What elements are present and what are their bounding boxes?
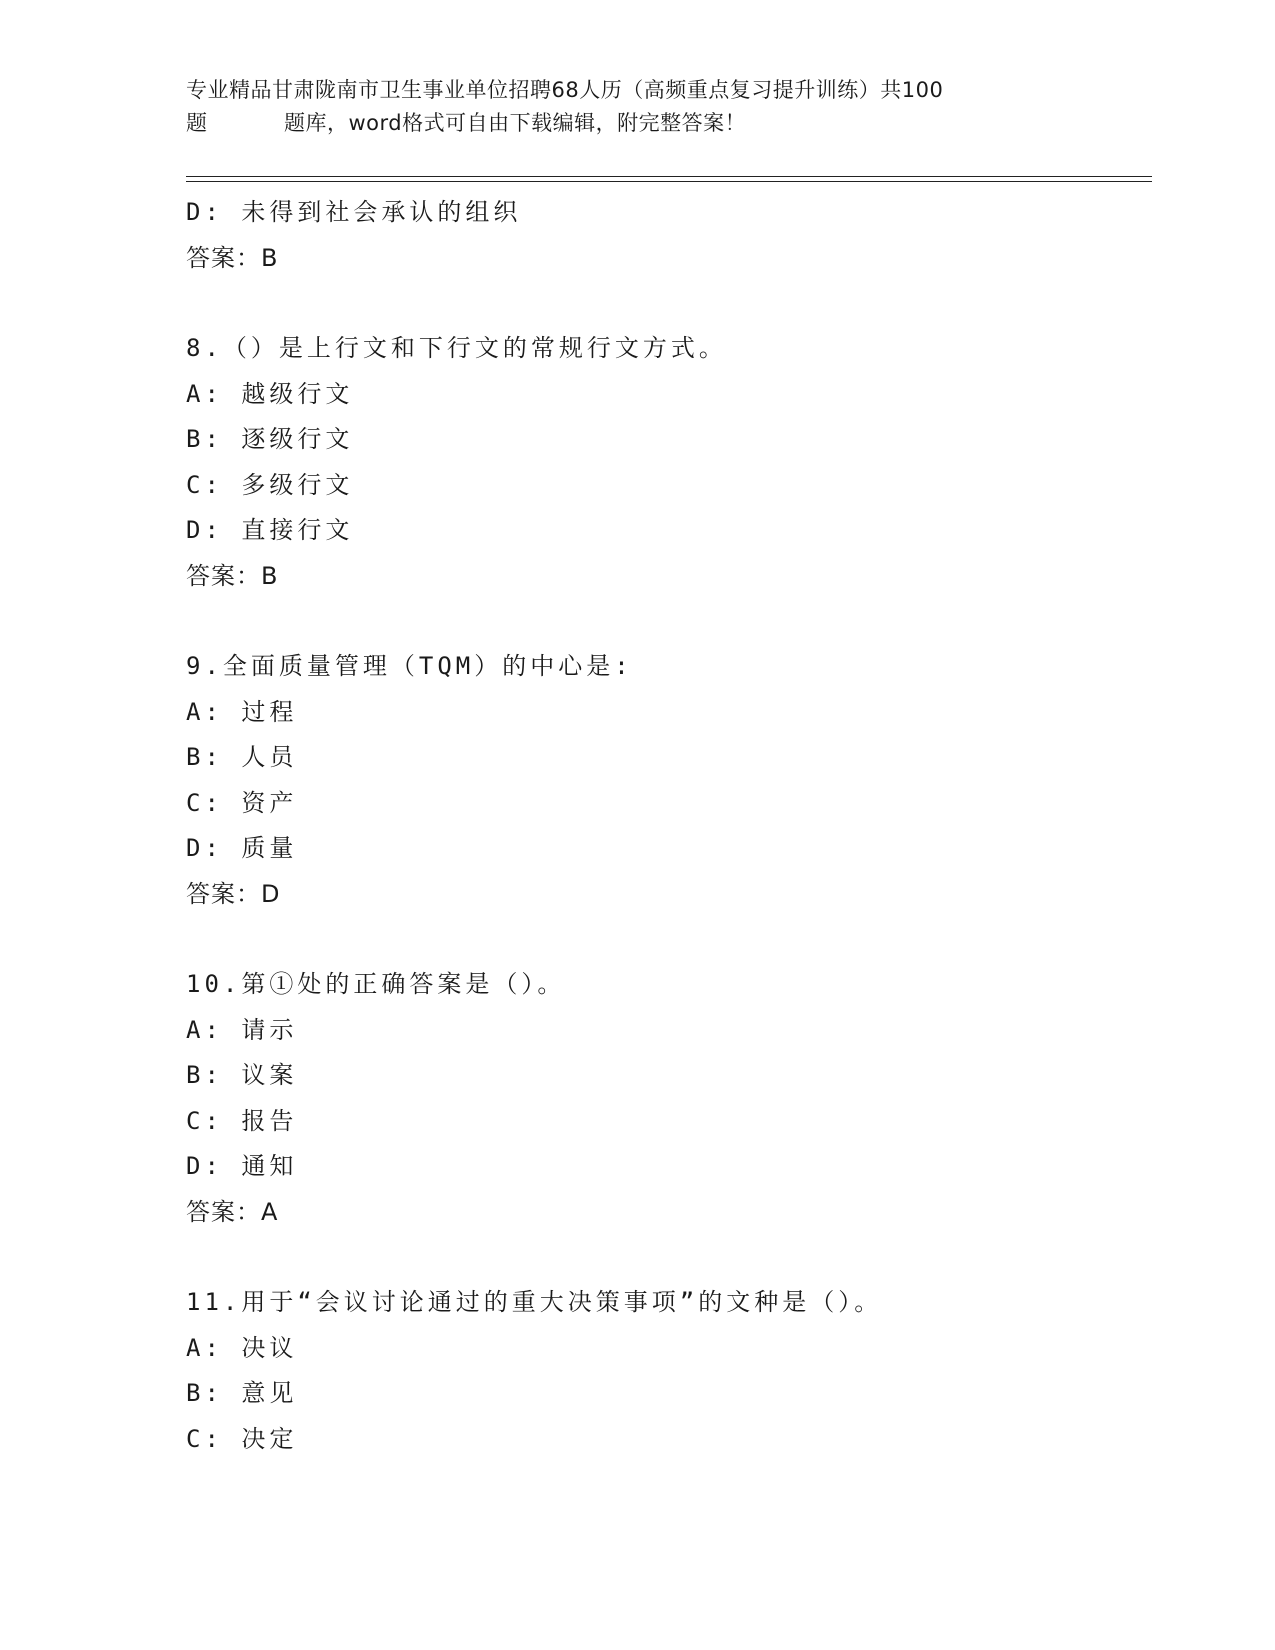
option-a: A: 请示 bbox=[186, 1015, 298, 1044]
option-c: C: 报告 bbox=[186, 1106, 298, 1135]
option-d: D: 未得到社会承认的组织 bbox=[186, 198, 522, 226]
spacer bbox=[186, 599, 1146, 644]
option-b: B: 人员 bbox=[186, 743, 298, 771]
answer-line: 答案：D bbox=[186, 879, 281, 908]
answer-line: 答案：B bbox=[186, 561, 279, 590]
option-c: C: 多级行文 bbox=[186, 470, 354, 499]
option-d: D: 质量 bbox=[186, 834, 298, 862]
question-block-11 bbox=[186, 1280, 1146, 1462]
header-title-line-2-rest: 题库，word格式可自由下载编辑，附完整答案！ bbox=[284, 111, 747, 135]
answer-line: 答案：A bbox=[186, 1197, 279, 1226]
option-a: A: 决议 bbox=[186, 1333, 298, 1362]
question-block-prev bbox=[186, 190, 1146, 281]
header-title-line-1: 专业精品甘肃陇南市卫生事业单位招聘68人历（高频重点复习提升训练）共100 bbox=[186, 78, 944, 102]
option-a: A: 过程 bbox=[186, 697, 298, 726]
question-block-10 bbox=[186, 962, 1146, 1235]
header-title-line-2 bbox=[186, 107, 1066, 140]
question-stem: 9.全面质量管理（TQM）的中心是: bbox=[186, 652, 633, 680]
spacer bbox=[186, 281, 1146, 326]
option-d: D: 直接行文 bbox=[186, 516, 354, 544]
spacer bbox=[186, 1235, 1146, 1280]
option-b: B: 逐级行文 bbox=[186, 425, 354, 453]
answer-line: 答案：B bbox=[186, 243, 279, 272]
question-block-9 bbox=[186, 644, 1146, 917]
option-b: B: 议案 bbox=[186, 1061, 298, 1089]
option-b: B: 意见 bbox=[186, 1379, 298, 1407]
header-title-line-2-lead: 题 bbox=[186, 111, 208, 135]
question-list bbox=[186, 190, 1146, 1462]
spacer bbox=[186, 917, 1146, 962]
header-divider-top bbox=[186, 176, 1152, 177]
option-c: C: 资产 bbox=[186, 788, 298, 817]
option-d: D: 通知 bbox=[186, 1152, 298, 1180]
question-stem: 11.用于“会议讨论通过的重大决策事项”的文种是（）。 bbox=[186, 1288, 883, 1316]
question-stem: 10.第①处的正确答案是（）。 bbox=[186, 970, 566, 998]
document-header bbox=[186, 74, 1066, 140]
question-block-8 bbox=[186, 326, 1146, 599]
option-a: A: 越级行文 bbox=[186, 379, 354, 408]
option-c: C: 决定 bbox=[186, 1424, 298, 1453]
question-stem: 8.（）是上行文和下行文的常规行文方式。 bbox=[186, 334, 727, 362]
header-divider-bottom bbox=[186, 181, 1152, 182]
